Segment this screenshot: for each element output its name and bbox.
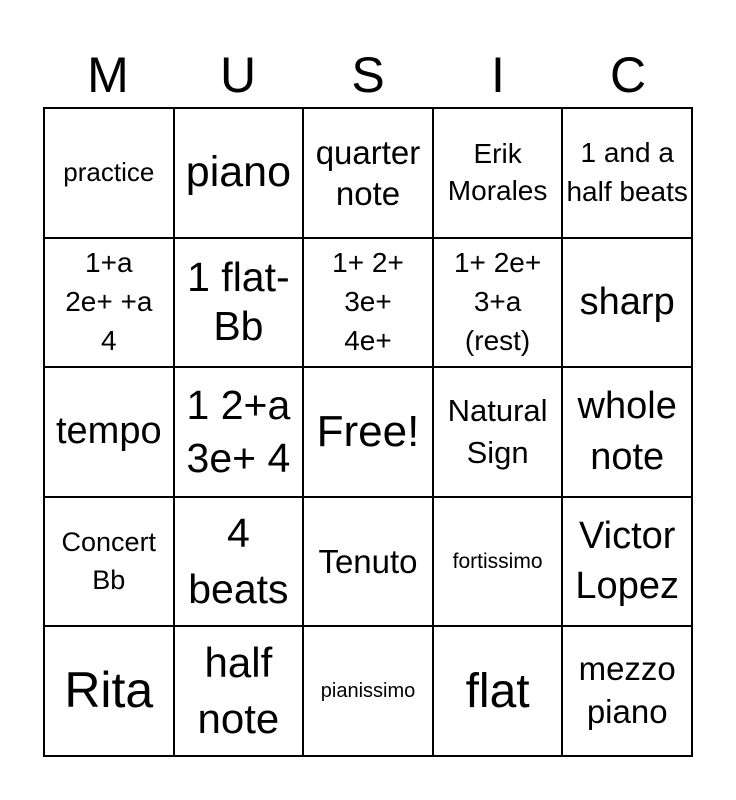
cell-text: 1 and a half beats [566, 137, 688, 207]
cell-text: sharp [579, 280, 675, 323]
bingo-cell[interactable] [45, 239, 175, 369]
cell-text: Rita [64, 662, 154, 719]
bingo-cell[interactable] [175, 498, 305, 628]
bingo-board [43, 107, 693, 757]
bingo-cell[interactable] [563, 239, 693, 369]
bingo-cell[interactable] [175, 627, 305, 757]
bingo-cell[interactable] [434, 627, 564, 757]
bingo-cell[interactable] [304, 239, 434, 369]
header-letter-s: S [351, 47, 385, 103]
cell-text: fortissimo [452, 549, 543, 573]
bingo-header [43, 44, 693, 106]
cell-text: Tenuto [318, 542, 418, 580]
bingo-cell[interactable] [434, 368, 564, 498]
cell-text: 1 2+a 3e+ 4 [186, 381, 291, 481]
bingo-cell[interactable] [175, 239, 305, 369]
cell-text: Free! [316, 406, 420, 456]
cell-text: 1 flat- Bb [187, 254, 290, 350]
cell-text: pianissimo [320, 679, 416, 702]
header-letter-i: I [491, 47, 505, 103]
cell-text: 4 beats [188, 510, 289, 612]
bingo-cell[interactable] [304, 627, 434, 757]
bingo-cell[interactable] [304, 498, 434, 628]
cell-text: whole note [577, 384, 677, 478]
cell-text: tempo [55, 410, 162, 453]
bingo-cell[interactable] [434, 109, 564, 239]
bingo-cell[interactable] [45, 368, 175, 498]
cell-text: Concert Bb [61, 526, 157, 595]
header-letter-m: M [87, 47, 129, 103]
cell-text: piano [185, 148, 291, 197]
bingo-cell[interactable] [45, 627, 175, 757]
bingo-cell[interactable] [563, 109, 693, 239]
cell-text: flat [465, 664, 530, 718]
cell-text: Natural Sign [447, 393, 548, 470]
bingo-cell[interactable] [563, 498, 693, 628]
bingo-cell[interactable] [304, 368, 434, 498]
cell-text: Erik Morales [447, 138, 548, 206]
bingo-cell[interactable] [563, 368, 693, 498]
bingo-cell[interactable] [434, 498, 564, 628]
cell-text: Victor Lopez [575, 515, 679, 607]
cell-text: 1+ 2+ 3e+ 4e+ [332, 247, 404, 356]
cell-text: 1+ 2e+ 3+a (rest) [453, 247, 542, 356]
cell-text: half note [197, 638, 280, 743]
cell-text: practice [63, 156, 155, 187]
bingo-cell[interactable] [45, 109, 175, 239]
cell-text: mezzo piano [578, 650, 676, 731]
cell-text: quarter note [315, 133, 421, 212]
cell-text: 1+a 2e+ +a 4 [65, 247, 153, 356]
bingo-cell[interactable] [434, 239, 564, 369]
header-letter-c: C [609, 47, 647, 103]
bingo-cell[interactable] [175, 109, 305, 239]
header-letter-u: U [219, 47, 257, 103]
bingo-cell[interactable] [45, 498, 175, 628]
bingo-cell[interactable] [304, 109, 434, 239]
bingo-cell[interactable] [563, 627, 693, 757]
bingo-cell[interactable] [175, 368, 305, 498]
